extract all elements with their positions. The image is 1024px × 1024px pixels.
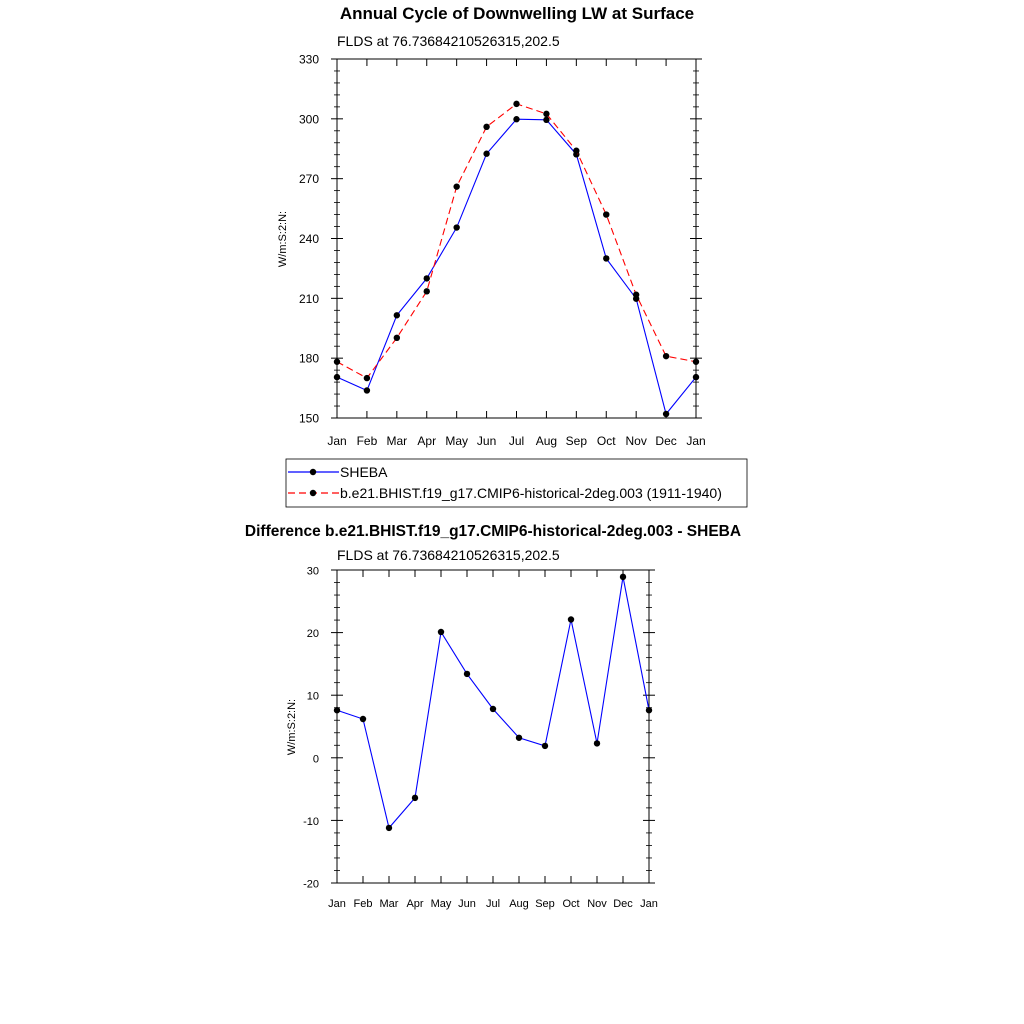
top-series-0-point bbox=[424, 275, 430, 281]
legend-label-sheba: SHEBA bbox=[340, 464, 388, 480]
top-x-tick-label: Dec bbox=[655, 434, 677, 448]
bottom-chart-subtitle: FLDS at 76.73684210526315,202.5 bbox=[337, 547, 560, 563]
top-x-tick-label: Oct bbox=[596, 434, 616, 448]
bottom-x-tick-label: Dec bbox=[613, 898, 633, 910]
top-series-1-point bbox=[513, 101, 519, 107]
top-series-line-1 bbox=[337, 104, 696, 378]
bottom-series-0-point bbox=[594, 740, 600, 746]
legend-item-model bbox=[288, 485, 722, 501]
top-x-tick-label: Mar bbox=[386, 434, 408, 448]
top-series-0-point bbox=[543, 117, 549, 123]
bottom-x-tick-label: Jan bbox=[640, 898, 658, 910]
bottom-series-0-point bbox=[620, 574, 626, 580]
top-x-tick-label: Sep bbox=[565, 434, 588, 448]
top-series-1-point bbox=[663, 353, 669, 359]
bottom-chart-title: Difference b.e21.BHIST.f19_g17.CMIP6-historical-2deg.003 - SHEBA bbox=[244, 523, 742, 540]
top-x-tick-label: Apr bbox=[417, 434, 437, 448]
bottom-y-tick-label: -10 bbox=[303, 815, 319, 828]
bottom-y-tick-label: 30 bbox=[306, 565, 319, 578]
bottom-x-tick-label: Jan bbox=[328, 898, 346, 910]
top-series-0-point bbox=[453, 224, 459, 230]
bottom-series-0-point bbox=[438, 629, 444, 635]
bottom-series-0-point bbox=[464, 671, 470, 677]
top-x-tick-label: Feb bbox=[356, 434, 378, 448]
bottom-x-tick-label: Aug bbox=[509, 898, 529, 910]
top-y-tick-label: 210 bbox=[298, 291, 319, 306]
bottom-x-tick-label: Feb bbox=[353, 898, 373, 910]
bottom-series-0-point bbox=[568, 616, 574, 622]
bottom-x-tick-label: Jul bbox=[485, 898, 501, 910]
bottom-chart-y-axis-label: W/m:S:2:N: bbox=[286, 698, 298, 756]
top-series-0-point bbox=[394, 312, 400, 318]
top-series-1-point bbox=[483, 124, 489, 130]
top-chart-subtitle: FLDS at 76.73684210526315,202.5 bbox=[337, 33, 560, 49]
bottom-series-0-point bbox=[360, 716, 366, 722]
legend bbox=[286, 459, 747, 507]
legend-marker-sheba bbox=[310, 469, 316, 475]
bottom-y-tick-label: 20 bbox=[306, 628, 319, 641]
top-x-tick-label: May bbox=[445, 434, 469, 448]
legend-label-model: b.e21.BHIST.f19_g17.CMIP6-historical-2deg.003 (1911-1940) bbox=[340, 485, 722, 501]
bottom-y-tick-label: 10 bbox=[306, 690, 319, 703]
bottom-x-tick-label: Jun bbox=[458, 898, 476, 910]
top-y-tick-label: 330 bbox=[298, 52, 319, 67]
bottom-series-line-0 bbox=[337, 577, 649, 828]
top-series-1-point bbox=[573, 148, 579, 154]
top-y-tick-label: 300 bbox=[298, 112, 319, 127]
top-series-1-point bbox=[364, 375, 370, 381]
top-series-1-point bbox=[453, 183, 459, 189]
top-series-0-point bbox=[693, 374, 699, 380]
top-series-1-point bbox=[424, 288, 430, 294]
top-chart-plot bbox=[299, 53, 706, 449]
bottom-x-tick-label: Mar bbox=[379, 898, 399, 910]
bottom-x-tick-label: May bbox=[430, 898, 452, 910]
top-series-1-point bbox=[334, 359, 340, 365]
top-y-tick-label: 180 bbox=[298, 351, 319, 366]
bottom-y-tick-label: -20 bbox=[303, 878, 319, 891]
top-series-0-point bbox=[603, 255, 609, 261]
bottom-series-0-point bbox=[646, 707, 652, 713]
top-x-tick-label: Aug bbox=[535, 434, 558, 448]
top-series-0-point bbox=[513, 116, 519, 122]
top-series-1-point bbox=[543, 111, 549, 117]
top-y-tick-label: 150 bbox=[298, 411, 319, 426]
bottom-chart-plot bbox=[303, 566, 658, 911]
top-series-0-point bbox=[364, 387, 370, 393]
bottom-x-tick-label: Oct bbox=[562, 898, 580, 910]
top-x-tick-label: Jun bbox=[476, 434, 497, 448]
bottom-series-0-point bbox=[412, 795, 418, 801]
bottom-x-tick-label: Apr bbox=[406, 898, 424, 910]
top-y-tick-label: 270 bbox=[298, 172, 319, 187]
bottom-y-tick-label: 0 bbox=[312, 753, 319, 766]
bottom-series-0-point bbox=[516, 735, 522, 741]
top-series-1-point bbox=[633, 292, 639, 298]
legend-marker-model bbox=[310, 490, 316, 496]
top-series-1-point bbox=[394, 335, 400, 341]
top-x-tick-label: Jul bbox=[508, 434, 525, 448]
top-series-1-point bbox=[693, 359, 699, 365]
top-plot-frame bbox=[337, 59, 696, 418]
top-y-tick-label: 240 bbox=[298, 232, 319, 246]
bottom-series-0-point bbox=[334, 707, 340, 713]
top-series-0-point bbox=[483, 151, 489, 157]
bottom-x-tick-label: Nov bbox=[587, 898, 607, 910]
bottom-x-tick-label: Sep bbox=[535, 898, 555, 910]
top-x-tick-label: Jan bbox=[686, 434, 706, 448]
top-series-1-point bbox=[603, 211, 609, 217]
top-chart-title: Annual Cycle of Downwelling LW at Surface bbox=[339, 4, 695, 23]
top-series-0-point bbox=[334, 374, 340, 380]
bottom-plot-frame bbox=[337, 570, 649, 883]
bottom-series-0-point bbox=[490, 706, 496, 712]
top-x-tick-label: Nov bbox=[625, 434, 647, 448]
top-chart-y-axis-label: W/m:S:2:N: bbox=[277, 210, 289, 268]
top-series-line-0 bbox=[337, 119, 696, 414]
top-series-0-point bbox=[663, 411, 669, 417]
top-x-tick-label: Jan bbox=[327, 434, 347, 448]
bottom-series-0-point bbox=[386, 825, 392, 831]
bottom-series-0-point bbox=[542, 743, 548, 749]
